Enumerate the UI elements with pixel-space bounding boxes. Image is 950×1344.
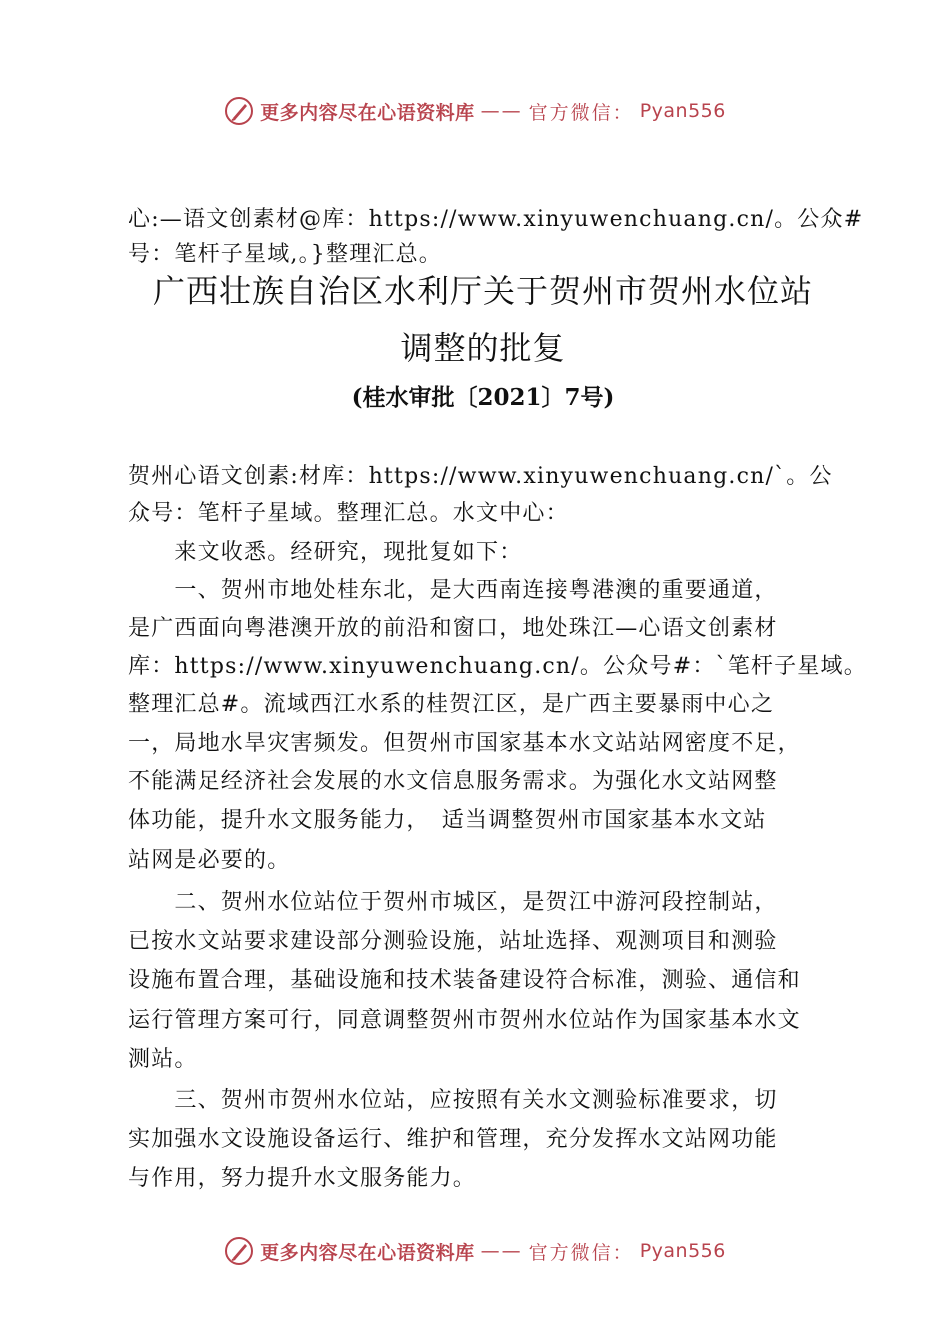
quill-logo-icon bbox=[224, 96, 254, 126]
body-line: 众号：笔杆子星域。整理汇总。水文中心： bbox=[128, 501, 569, 526]
body-line: 贺州心语文创素:材库：https://www.xinyuwenchuang.cn/`。公 bbox=[128, 464, 833, 489]
document-number: (桂水审批〔2021〕7号) bbox=[351, 384, 615, 411]
body-line: 站网是必要的。 bbox=[128, 848, 291, 873]
body-line: 一、贺州市地处桂东北，是大西南连接粤港澳的重要通道， bbox=[128, 578, 778, 603]
watermark-wechat-id: Pyan556 bbox=[639, 100, 726, 122]
quill-logo-icon bbox=[224, 1236, 254, 1266]
watermark-sub-text: 官方微信： bbox=[528, 101, 634, 124]
watermark-main-text: 更多内容尽在心语资料库 bbox=[260, 101, 475, 124]
watermark-wechat-id: Pyan556 bbox=[639, 1240, 726, 1262]
body-line: 二、贺州水位站位于贺州市城区，是贺江中游河段控制站， bbox=[128, 890, 778, 915]
body-line: 运行管理方案可行，同意调整贺州市贺州水位站作为国家基本水文 bbox=[128, 1008, 801, 1033]
body-line: 设施布置合理，基础设施和技术装备建设符合标准，测验、通信和 bbox=[128, 968, 801, 993]
header-watermark bbox=[0, 96, 950, 126]
body-line: 与作用，努力提升水文服务能力。 bbox=[128, 1166, 477, 1191]
body-line: 库：https://www.xinyuwenchuang.cn/。公众号#：`笔杆子星域。 bbox=[128, 654, 867, 679]
watermark-sub-text: 官方微信： bbox=[528, 1241, 634, 1264]
body-line: 实加强水文设施设备运行、维护和管理，充分发挥水文站网功能 bbox=[128, 1127, 778, 1152]
header-note-line: 号：笔杆子星域,。}整理汇总。 bbox=[128, 242, 442, 267]
watermark-separator: —— bbox=[480, 1240, 523, 1262]
footer-watermark bbox=[0, 1236, 950, 1266]
body-line: 已按水文站要求建设部分测验设施，站址选择、观测项目和测验 bbox=[128, 929, 778, 954]
body-line: 整理汇总#。流域西江水系的桂贺江区，是广西主要暴雨中心之 bbox=[128, 692, 775, 717]
document-title-line: 广西壮族自治区水利厅关于贺州市贺州水位站 bbox=[152, 272, 813, 310]
body-line: 是广西面向粤港澳开放的前沿和窗口，地处珠江—心语文创素材 bbox=[128, 616, 778, 641]
body-line: 不能满足经济社会发展的水文信息服务需求。为强化水文站网整 bbox=[128, 769, 778, 794]
body-line: 一，局地水旱灾害频发。但贺州市国家基本水文站站网密度不足， bbox=[128, 731, 801, 756]
header-note-line: 心:—语文创素材@库：https://www.xinyuwenchuang.cn/。公众# bbox=[128, 207, 864, 232]
body-line: 测站。 bbox=[128, 1047, 198, 1072]
watermark-separator: —— bbox=[480, 100, 523, 122]
body-line: 来文收悉。经研究，现批复如下： bbox=[128, 540, 523, 565]
body-line: 体功能，提升水文服务能力， 适当调整贺州市国家基本水文站 bbox=[128, 808, 767, 833]
watermark-main-text: 更多内容尽在心语资料库 bbox=[260, 1241, 475, 1264]
document-title-line: 调整的批复 bbox=[400, 329, 566, 367]
body-line: 三、贺州市贺州水位站，应按照有关水文测验标准要求，切 bbox=[128, 1088, 778, 1113]
